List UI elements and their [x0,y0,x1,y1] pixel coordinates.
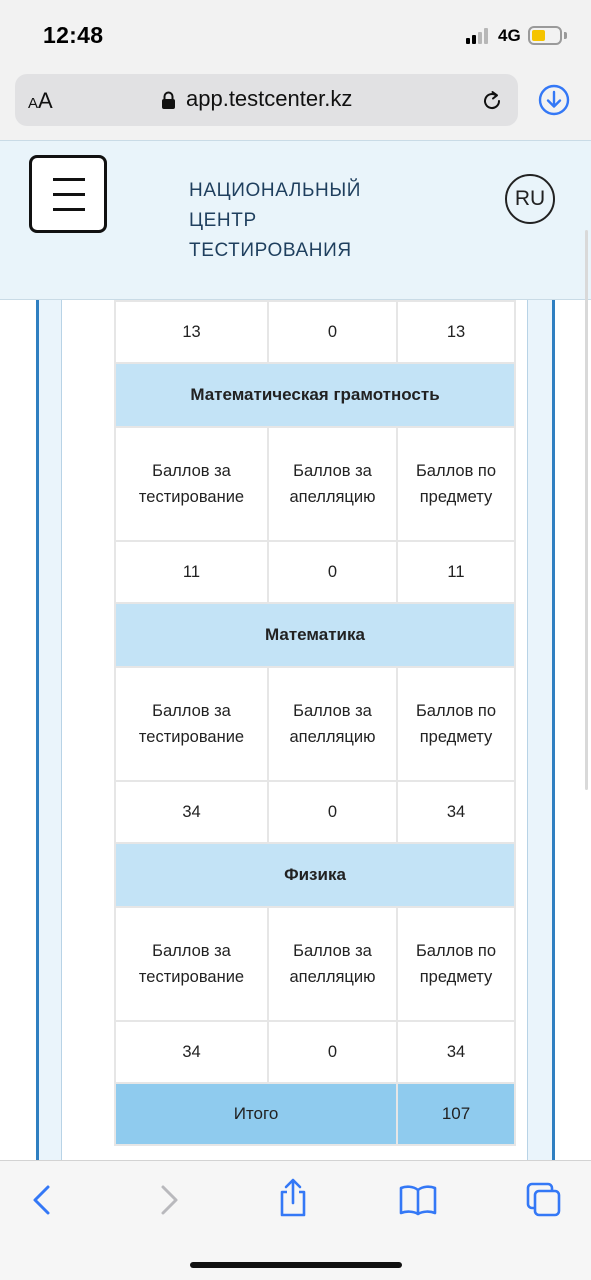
subject-name: Физика [115,843,515,907]
column-header: Баллов за тестирование [115,427,268,541]
score-testing: 34 [115,1021,268,1083]
table-row [115,781,515,843]
table-row [115,301,515,363]
home-indicator[interactable] [190,1262,402,1268]
total-row [115,1083,515,1145]
lock-icon [161,91,176,110]
table-header-row [115,667,515,781]
column-header: Баллов за апелляцию [268,907,397,1021]
subject-heading-row [115,603,515,667]
network-type: 4G [498,26,521,45]
column-header: Баллов по предмету [397,427,515,541]
score-subject: 13 [397,301,515,363]
score-subject: 11 [397,541,515,603]
column-header: Баллов за апелляцию [268,667,397,781]
language-button[interactable]: RU [505,174,555,224]
total-label: Итого [115,1083,397,1145]
reload-icon[interactable] [480,89,504,113]
content-area [0,300,591,1160]
bookmarks-icon[interactable] [399,1184,437,1216]
cellular-signal-icon [466,28,492,44]
subject-heading-row [115,843,515,907]
results-table [114,300,516,1146]
forward-icon[interactable] [157,1184,181,1216]
share-icon[interactable] [277,1178,309,1218]
subject-heading-row [115,363,515,427]
subject-name: Математика [115,603,515,667]
column-header: Баллов за апелляцию [268,427,397,541]
score-testing: 34 [115,781,268,843]
table-row [115,541,515,603]
site-title[interactable]: НАЦИОНАЛЬНЫЙ ЦЕНТР ТЕСТИРОВАНИЯ [189,180,362,261]
score-appeal: 0 [268,541,397,603]
column-header: Баллов по предмету [397,907,515,1021]
score-appeal: 0 [268,301,397,363]
scrollbar[interactable] [585,230,588,790]
table-row [115,1021,515,1083]
column-header: Баллов по предмету [397,667,515,781]
table-header-row [115,427,515,541]
score-subject: 34 [397,781,515,843]
download-icon[interactable] [538,84,570,116]
score-appeal: 0 [268,781,397,843]
total-value: 107 [397,1083,515,1145]
score-testing: 11 [115,541,268,603]
back-icon[interactable] [30,1184,54,1216]
battery-cap [564,32,567,39]
battery-icon [528,26,562,45]
column-header: Баллов за тестирование [115,667,268,781]
score-testing: 13 [115,301,268,363]
menu-icon[interactable] [29,155,107,233]
url-text[interactable]: app.testcenter.kz [186,86,353,111]
table-header-row [115,907,515,1021]
column-header: Баллов за тестирование [115,907,268,1021]
status-time: 12:48 [43,22,104,48]
subject-name: Математическая грамотность [115,363,515,427]
text-size-button[interactable]: AA [28,88,53,113]
score-subject: 34 [397,1021,515,1083]
score-appeal: 0 [268,1021,397,1083]
tabs-icon[interactable] [526,1182,562,1218]
